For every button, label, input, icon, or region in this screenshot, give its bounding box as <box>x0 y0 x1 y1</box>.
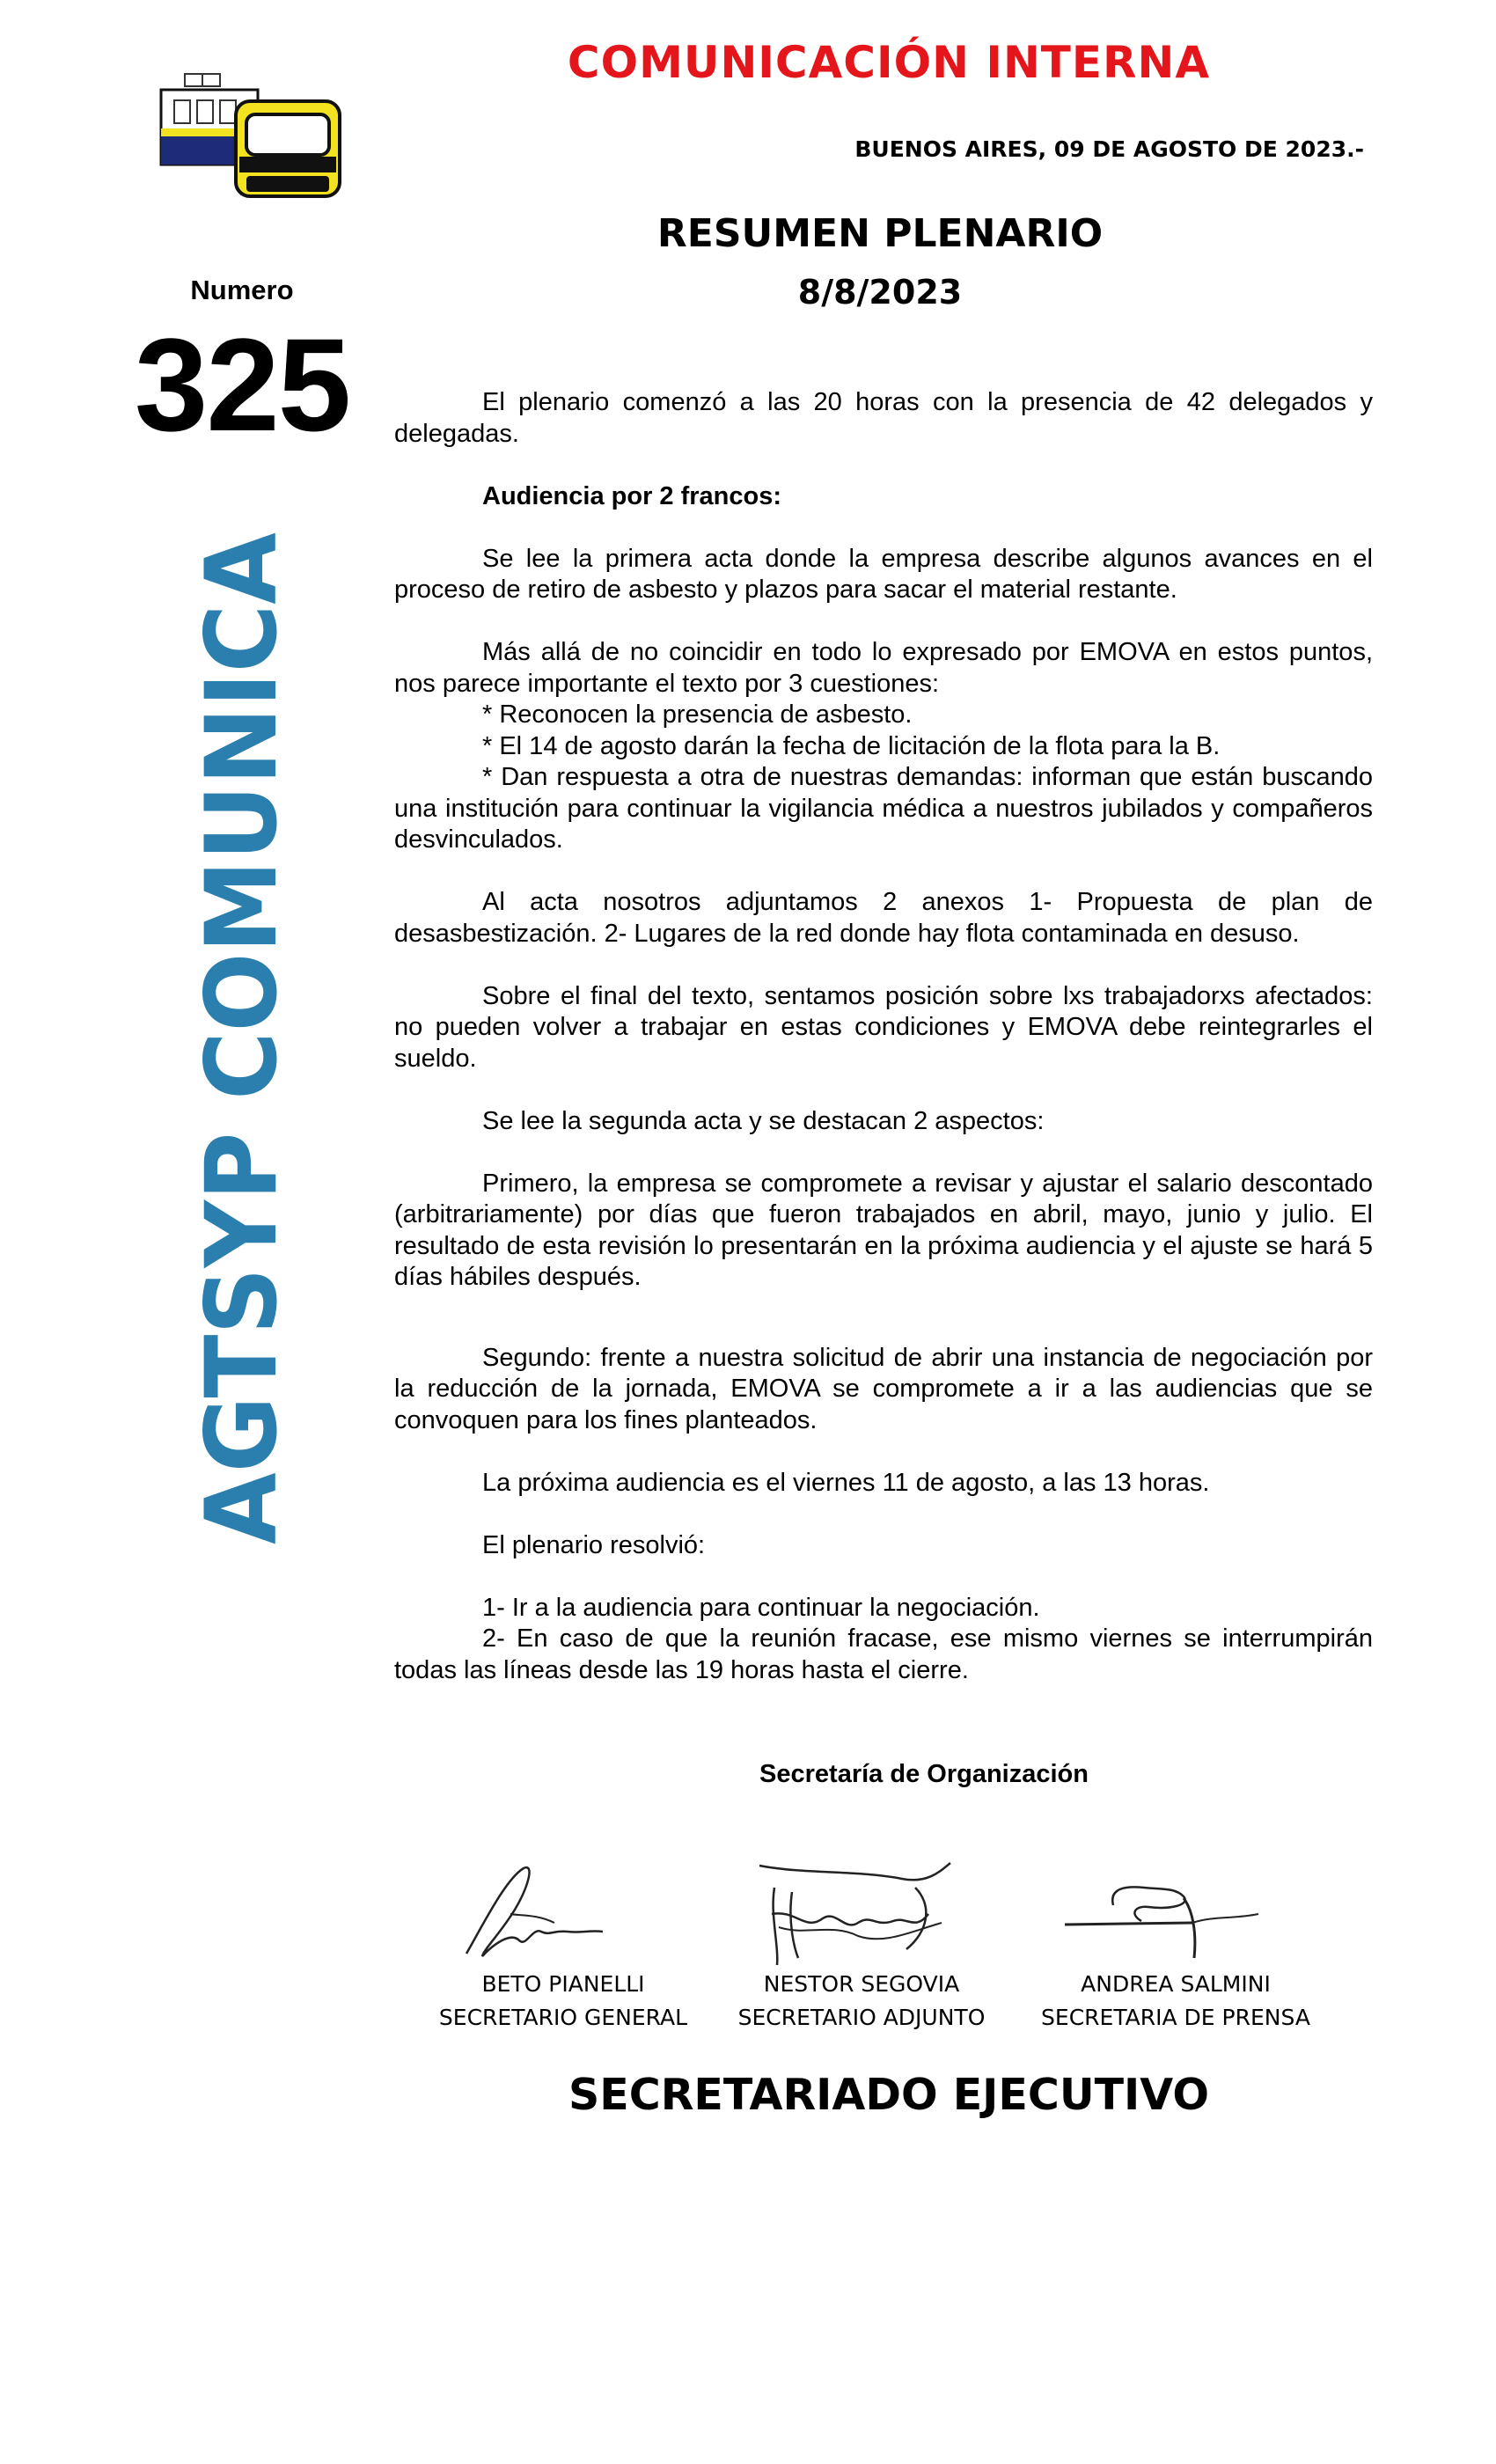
signatory-name: NESTOR SEGOVIA <box>763 1971 960 1997</box>
body-paragraph: La próxima audiencia es el viernes 11 de agosto, a las 13 horas. <box>482 1468 1210 1497</box>
signature-pianelli <box>458 1861 607 1967</box>
body-paragraph: Al acta nosotros adjuntamos 2 anexos 1- Propuesta de plan de desasbestización. 2- Lugares de la red donde hay flota contaminada en desuso. <box>394 888 1373 948</box>
signatory-block <box>1026 1968 1325 2035</box>
body-paragraph: Más allá de no coincidir en todo lo expresado por EMOVA en estos puntos, nos parece importante el texto por 3 cuestiones: <box>394 638 1373 698</box>
body-paragraph: Sobre el final del texto, sentamos posición sobre lxs trabajadorxs afectados: no pueden volver a trabajar en estas condiciones y EMOVA debe reintegrarles el sueldo. <box>394 981 1373 1073</box>
issue-number: 325 <box>134 311 350 458</box>
bullet-item: * Reconocen la presencia de asbesto. <box>482 700 913 729</box>
signatory-role: SECRETARIO ADJUNTO <box>737 2005 986 2030</box>
signoff-department: Secretaría de Organización <box>759 1760 1089 1788</box>
union-logo <box>158 70 343 198</box>
agtsyp-comunica-banner <box>180 524 304 1544</box>
body-paragraph: Primero, la empresa se compromete a revisar y ajustar el salario descontado (arbitrariamente) por días que fueron trabajados en abril, mayo, junio y julio. El resultado de esta revisión lo presentarán en la próxima audiencia y el ajuste se hará 5 días hábiles después. <box>394 1169 1373 1291</box>
svg-text:AGTSYP COMUNICA: AGTSYP COMUNICA <box>185 854 300 1544</box>
document-date: 8/8/2023 <box>797 273 963 312</box>
body-paragraph: El plenario comenzó a las 20 horas con la presencia de 42 delegados y delegadas. <box>394 388 1373 448</box>
bullet-item: * Dan respuesta a otra de nuestras demandas: informan que están buscando una institución para continuar la vigilancia médica a nuestros jubilados y compañeros desvinculados. <box>394 763 1373 854</box>
resolution-item: 2- En caso de que la reunión fracase, ese mismo viernes se interrumpirán todas las líneas desde las 19 horas hasta el cierre. <box>394 1624 1373 1684</box>
issue-number-label: Numero <box>190 275 294 305</box>
document-body <box>394 387 1373 1686</box>
signatory-name: BETO PIANELLI <box>481 1971 645 1997</box>
body-paragraph: Se lee la primera acta donde la empresa describe algunos avances en el proceso de retiro de asbesto y plazos para sacar el material restante. <box>394 544 1373 604</box>
signature-segovia <box>752 1861 955 1971</box>
document-title: RESUMEN PLENARIO <box>656 211 1104 256</box>
signature-salmini <box>1060 1861 1263 1967</box>
footer-title: SECRETARIADO EJECUTIVO <box>568 2070 1210 2120</box>
body-paragraph: El plenario resolvió: <box>482 1530 706 1559</box>
document-header-title: COMUNICACIÓN INTERNA <box>567 37 1211 88</box>
resolution-item: 1- Ir a la audiencia para continuar la negociación. <box>482 1593 1040 1622</box>
signatory-name: ANDREA SALMINI <box>1081 1971 1271 1997</box>
place-date-line: BUENOS AIRES, 09 DE AGOSTO DE 2023.- <box>854 136 1364 162</box>
signatory-role: SECRETARIA DE PRENSA <box>1041 2005 1310 2030</box>
signatory-block <box>712 1968 1011 2035</box>
signatory-role: SECRETARIO GENERAL <box>438 2005 688 2030</box>
body-paragraph: Segundo: frente a nuestra solicitud de abrir una instancia de negociación por la reducción de la jornada, EMOVA se compromete a ir a las audiencias que se convoquen para los fines planteados. <box>394 1343 1373 1434</box>
signatory-block <box>414 1968 713 2035</box>
bullet-item: * El 14 de agosto darán la fecha de licitación de la flota para la B. <box>482 731 1221 760</box>
section-heading: Audiencia por 2 francos: <box>482 481 782 510</box>
body-paragraph: Se lee la segunda acta y se destacan 2 aspectos: <box>482 1106 1045 1135</box>
